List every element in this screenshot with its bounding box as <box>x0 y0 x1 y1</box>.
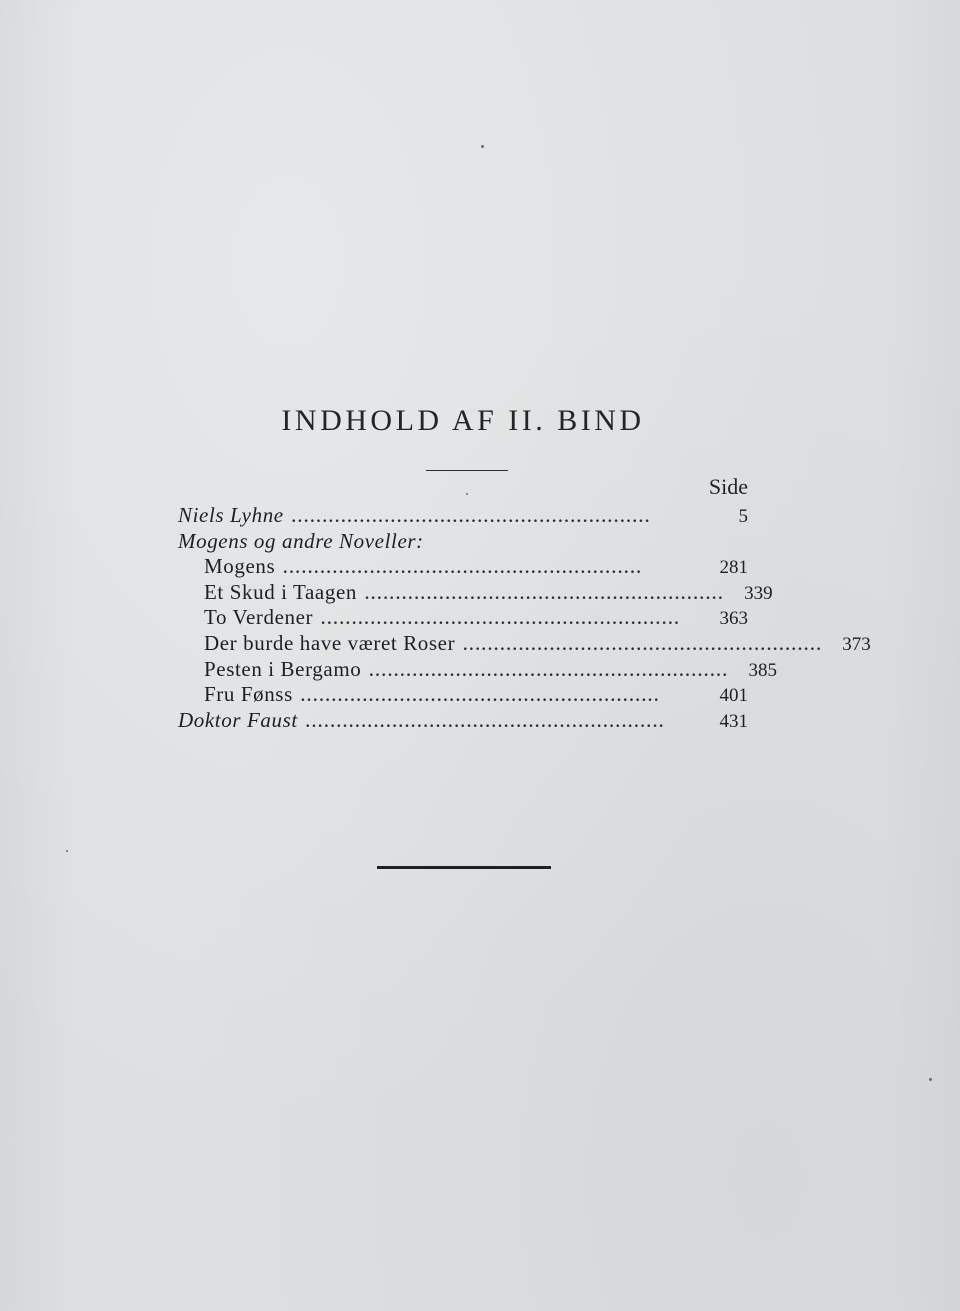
paper-speck <box>466 493 468 495</box>
toc-entry <box>178 503 748 529</box>
toc-entry <box>178 682 748 708</box>
toc-entry-title: Niels Lyhne <box>178 503 284 527</box>
title-divider <box>426 470 508 471</box>
toc-entry-page-number: 363 <box>719 608 748 630</box>
toc-entry <box>178 554 748 580</box>
dot-leader: .......................................................... <box>300 688 661 706</box>
toc-entry-title: Der burde have været Roser <box>204 630 456 655</box>
toc-entry-title: To Verdener <box>204 605 314 630</box>
dot-leader: .......................................................... <box>364 585 725 603</box>
paper-speck <box>929 1078 932 1081</box>
dot-leader: .......................................................... <box>283 560 643 578</box>
toc-entry <box>178 579 773 606</box>
page-column-header: Side <box>708 474 748 499</box>
toc-entry-title: Fru Fønss <box>204 682 293 707</box>
toc-entry <box>178 529 748 555</box>
toc-entry-page-number: 5 <box>738 506 748 527</box>
toc-entry-title: Pesten i Bergamo <box>204 656 362 681</box>
toc-entry <box>178 708 748 734</box>
dot-leader: .......................................................... <box>463 636 823 654</box>
page-title: INDHOLD AF II. BIND <box>281 404 645 437</box>
toc-entry-title: Mogens <box>204 554 276 579</box>
toc-entry <box>178 656 777 683</box>
paper-speck <box>66 850 68 852</box>
toc-entry-title: Et Skud i Taagen <box>204 579 357 604</box>
toc-entry-page-number: 281 <box>719 557 748 579</box>
toc-entry-title: Mogens og andre Noveller: <box>178 528 424 553</box>
toc-entry <box>178 605 748 631</box>
paper-speck <box>481 145 484 148</box>
toc-entry-page-number: 401 <box>719 685 748 707</box>
toc-entry-page-number: 385 <box>748 659 777 681</box>
toc-entry-title: Doktor Faust <box>178 707 298 732</box>
dot-leader: .......................................................... <box>305 713 666 731</box>
toc-entry-page-number: 431 <box>719 710 748 732</box>
dot-leader: .......................................................... <box>291 509 652 526</box>
end-divider <box>377 866 551 869</box>
dot-leader: .......................................................... <box>369 662 729 680</box>
toc-entry-page-number: 339 <box>744 582 773 604</box>
toc-entry <box>178 630 871 657</box>
toc-entry-page-number: 373 <box>842 633 871 655</box>
dot-leader: .......................................................... <box>321 611 681 629</box>
table-of-contents <box>178 503 871 733</box>
